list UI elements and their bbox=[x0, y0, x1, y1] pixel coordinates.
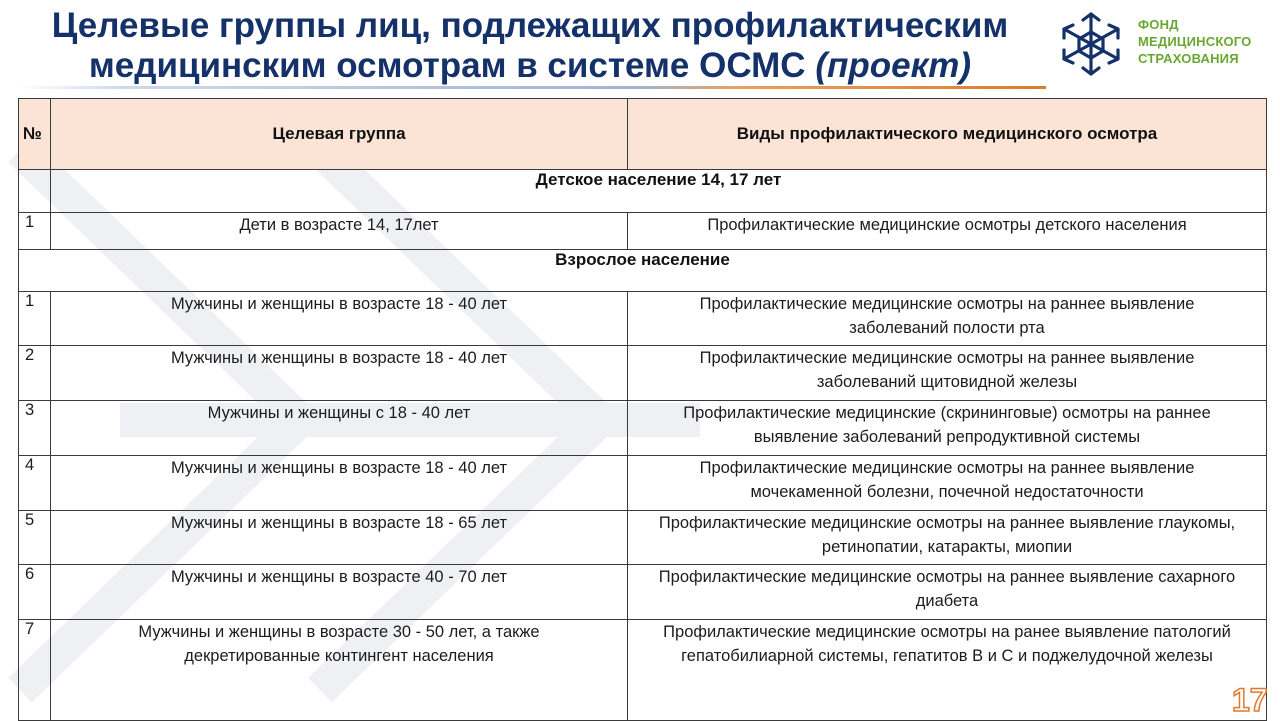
exam-line: выявление заболеваний репродуктивной системы bbox=[753, 428, 1141, 446]
exam-line: Профилактические медицинские осмотры на ранее выявление патологий bbox=[663, 623, 1231, 641]
row-number: 4 bbox=[19, 456, 51, 511]
exam-line: Профилактические медицинские осмотры на раннее выявление bbox=[699, 295, 1195, 313]
exam-line: ретинопатии, катаракты, миопии bbox=[821, 538, 1073, 556]
group-line: декретированные контингент населения bbox=[184, 647, 494, 665]
section-number-cell bbox=[19, 170, 51, 213]
logo-text bbox=[1138, 16, 1251, 67]
table-row bbox=[19, 213, 1267, 250]
title-underline bbox=[18, 86, 1046, 89]
exam-line: Профилактические медицинские (скрининговые) осмотры на раннее bbox=[683, 404, 1211, 422]
table-row bbox=[19, 401, 1267, 456]
table-row bbox=[19, 346, 1267, 401]
row-exam bbox=[628, 565, 1267, 620]
exam-line: Профилактические медицинские осмотры на раннее выявление сахарного bbox=[658, 568, 1236, 586]
row-exam bbox=[628, 456, 1267, 511]
row-exam bbox=[628, 620, 1267, 721]
row-exam: Профилактические медицинские осмотры детского населения bbox=[628, 213, 1267, 250]
logo-line: ФОНД bbox=[1138, 17, 1179, 32]
row-number: 2 bbox=[19, 346, 51, 401]
table-row bbox=[19, 620, 1267, 721]
exam-line: заболеваний полости рта bbox=[849, 319, 1045, 337]
row-exam bbox=[628, 346, 1267, 401]
page-number: 17 bbox=[1232, 682, 1268, 718]
row-group: Мужчины и женщины в возрасте 18 - 65 лет bbox=[51, 511, 628, 565]
column-header-exam: Виды профилактического медицинского осмотра bbox=[628, 99, 1267, 170]
exam-line: мочекаменной болезни, почечной недостаточности bbox=[750, 483, 1144, 501]
row-number: 5 bbox=[19, 511, 51, 565]
section-row-children bbox=[19, 170, 1267, 213]
exam-line: Профилактические медицинские осмотры на раннее выявление глаукомы, bbox=[658, 514, 1236, 532]
table-header-row bbox=[19, 99, 1267, 170]
table-row bbox=[19, 511, 1267, 565]
table-row bbox=[19, 292, 1267, 346]
title-draft-mark: (проект) bbox=[815, 46, 972, 85]
row-group: Мужчины и женщины в возрасте 18 - 40 лет bbox=[51, 456, 628, 511]
title-line-1: Целевые группы лиц, подлежащих профилактическим bbox=[51, 6, 1009, 45]
logo-line: МЕДИЦИНСКОГО bbox=[1138, 34, 1252, 49]
table-row bbox=[19, 456, 1267, 511]
row-number: 3 bbox=[19, 401, 51, 456]
row-group: Дети в возрасте 14, 17лет bbox=[51, 213, 628, 250]
target-groups-table bbox=[18, 98, 1267, 721]
column-header-number: № bbox=[19, 99, 51, 170]
row-exam bbox=[628, 511, 1267, 565]
row-group: Мужчины и женщины в возрасте 40 - 70 лет bbox=[51, 565, 628, 620]
page-title bbox=[10, 6, 1050, 86]
exam-line: диабета bbox=[915, 592, 979, 610]
row-number: 1 bbox=[19, 292, 51, 346]
row-exam bbox=[628, 292, 1267, 346]
group-line: Мужчины и женщины в возрасте 30 - 50 лет, а также bbox=[138, 623, 540, 641]
section-title-adults: Взрослое население bbox=[19, 250, 1267, 292]
column-header-group: Целевая группа bbox=[51, 99, 628, 170]
title-line-2: медицинским осмотрам в системе ОСМС bbox=[88, 46, 806, 85]
row-number: 7 bbox=[19, 620, 51, 721]
row-group bbox=[51, 620, 628, 721]
section-row-adults bbox=[19, 250, 1267, 292]
row-number: 6 bbox=[19, 565, 51, 620]
exam-line: гепатобилиарной системы, гепатитов В и С и поджелудочной железы bbox=[681, 647, 1213, 665]
snowflake-network-icon bbox=[1052, 8, 1130, 80]
row-group: Мужчины и женщины с 18 - 40 лет bbox=[51, 401, 628, 456]
section-title-children: Детское население 14, 17 лет bbox=[51, 170, 1267, 213]
exam-line: Профилактические медицинские осмотры на раннее выявление bbox=[699, 459, 1195, 477]
row-exam bbox=[628, 401, 1267, 456]
header bbox=[0, 0, 1280, 95]
exam-line: заболеваний щитовидной железы bbox=[816, 373, 1078, 391]
exam-line: Профилактические медицинские осмотры на раннее выявление bbox=[699, 349, 1195, 367]
row-number: 1 bbox=[19, 213, 51, 250]
logo-line: СТРАХОВАНИЯ bbox=[1138, 51, 1239, 66]
table-row bbox=[19, 565, 1267, 620]
row-group: Мужчины и женщины в возрасте 18 - 40 лет bbox=[51, 292, 628, 346]
row-group: Мужчины и женщины в возрасте 18 - 40 лет bbox=[51, 346, 628, 401]
